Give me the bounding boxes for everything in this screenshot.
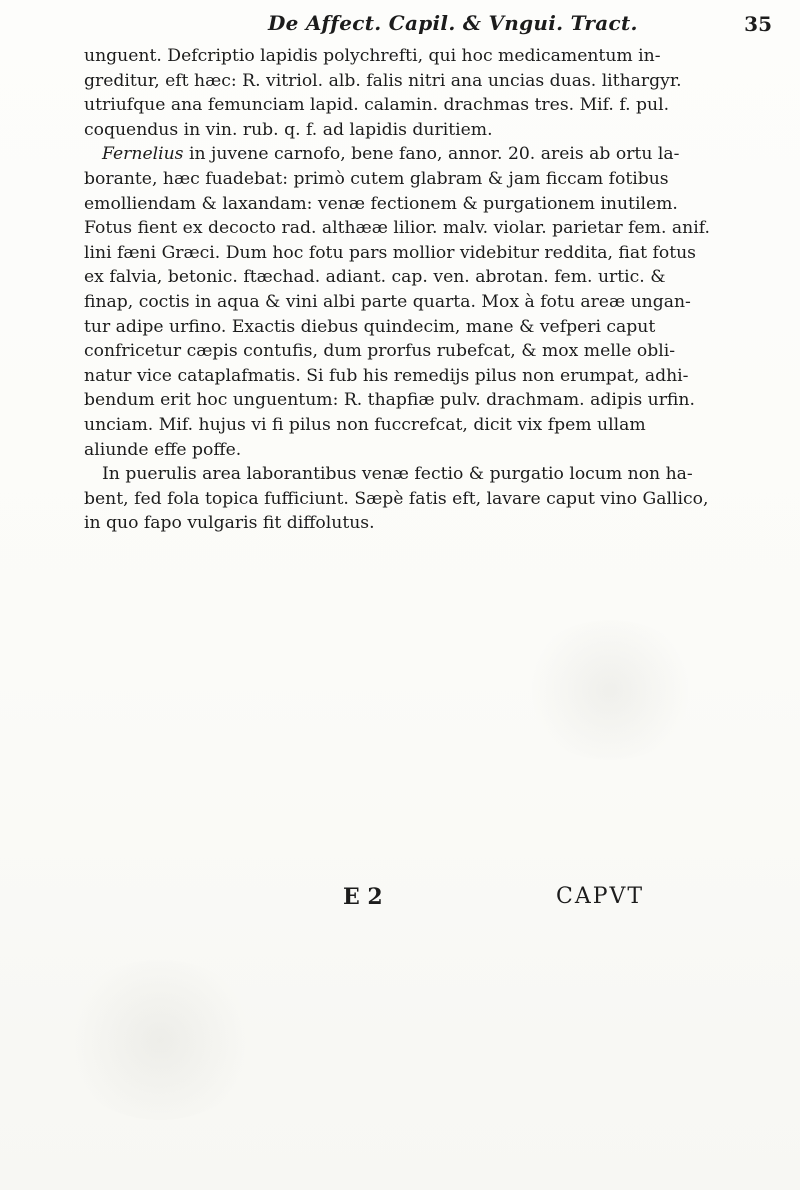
paper-stain <box>60 960 260 1120</box>
text-line: utriufque ana femunciam lapid. calamin. drachmas tres. Mif. f. pul. <box>84 95 670 116</box>
catchword: CAPVT <box>556 884 645 909</box>
signature-mark: E 2 <box>343 884 383 910</box>
text-line: In puerulis area laborantibus venæ fectio & purgatio locum non ha- <box>102 464 693 485</box>
text-line: unciam. Mif. hujus vi fi pilus non fuccrefcat, dicit vix fpem ullam <box>84 414 646 435</box>
page-number: 35 <box>744 12 772 36</box>
text-line: bendum erit hoc unguentum: R. thapfiæ pulv. drachmam. adipis urfin. <box>84 390 695 411</box>
text-line: unguent. Defcriptio lapidis polychrefti, qui hoc medicamentum in- <box>84 46 661 66</box>
text-line: bent, fed fola topica fufficiunt. Sæpè fatis eft, lavare caput vino Gallico, <box>84 488 709 509</box>
text-line: borante, hæc fuadebat: primò cutem glabram & jam ficcam fotibus <box>84 168 669 189</box>
text-line: greditur, eft hæc: R. vitriol. alb. falis nitri ana uncias duas. lithargyr. <box>84 70 682 91</box>
text-line: aliunde effe poffe. <box>84 439 242 460</box>
text-line: in quo fapo vulgaris fit diffolutus. <box>84 513 375 534</box>
text-line: ex falvia, betonic. ftæchad. adiant. cap. ven. abrotan. fem. urtic. & <box>84 267 666 288</box>
text-line: tur adipe urfino. Exactis diebus quindecim, mane & vefperi caput <box>84 316 656 337</box>
page-footer <box>0 884 800 924</box>
text-line: confricetur cæpis contufis, dum prorfus rubefcat, & mox melle obli- <box>84 341 676 362</box>
paper-stain <box>520 620 700 760</box>
author-name: Fernelius <box>102 144 184 165</box>
body-text <box>84 44 762 536</box>
text-line: finap, coctis in aqua & vini albi parte quarta. Mox à fotu areæ ungan- <box>84 291 691 312</box>
page-header <box>0 8 800 38</box>
text-line: Fernelius in juvene carnofo, bene fano, annor. 20. areis ab ortu la- <box>102 144 680 165</box>
text-line: lini fæni Græci. Dum hoc fotu pars mollior videbitur reddita, fiat fotus <box>84 242 696 263</box>
text-line: Fotus fient ex decocto rad. althææ lilior. malv. violar. parietar fem. anif. <box>84 218 710 239</box>
text-line: coquendus in vin. rub. q. f. ad lapidis duritiem. <box>84 119 493 140</box>
running-head: De Affect. Capil. & Vngui. Tract. <box>268 11 638 35</box>
text-line: emolliendam & laxandam: venæ fectionem & purgationem inutilem. <box>84 193 678 214</box>
text-line: natur vice cataplafmatis. Si fub his remedijs pilus non erumpat, adhi- <box>84 365 689 386</box>
